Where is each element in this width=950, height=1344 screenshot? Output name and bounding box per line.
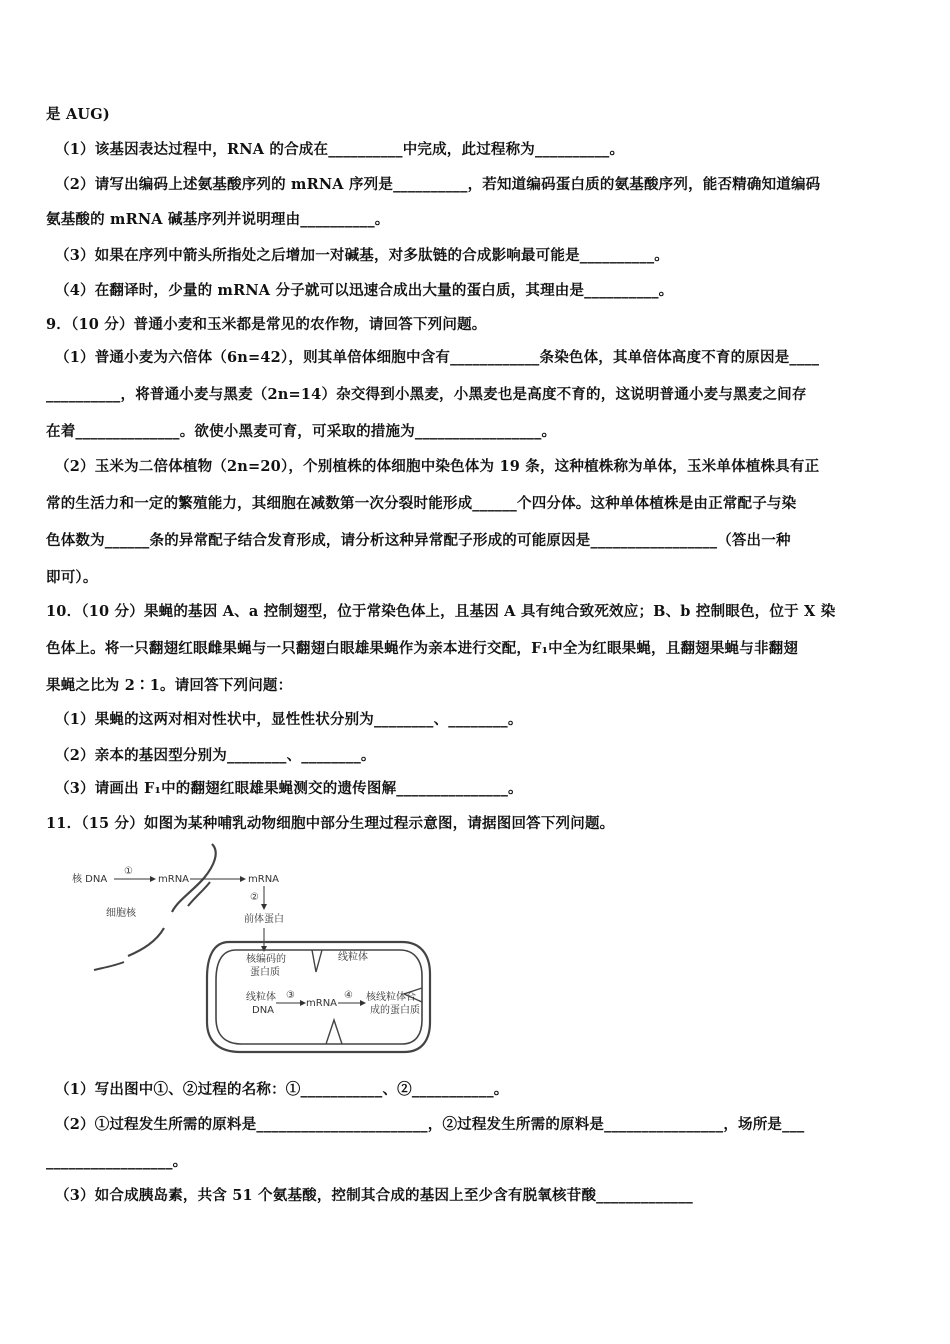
text-line: 色体上。将一只翻翅红眼雌果蝇与一只翻翅白眼雄果蝇作为亲本进行交配，F₁中全为红眼果蝇，且翻翅果蝇与非翻翅 <box>46 640 799 657</box>
mrna-label: mRNA <box>158 874 190 885</box>
text-line: 果蝇之比为 2∶1。请回答下列问题： <box>46 677 293 694</box>
nuclear-envelope <box>94 962 124 970</box>
text-line: （3）如果在序列中箭头所指处之后增加一对碱基，对多肽链的合成影响最可能是__________。 <box>55 247 669 264</box>
text-line: 在着______________。欲使小黑麦可育，可采取的措施为_________________。 <box>46 423 557 440</box>
text-line: （3）如合成胰岛素，共含 51 个氨基酸，控制其合成的基因上至少含有脱氧核苷酸_____________ <box>55 1187 694 1204</box>
question-9-heading: 9．（10 分）普通小麦和玉米都是常见的农作物，请回答下列问题。 <box>46 316 487 333</box>
question-10-heading: 10．（10 分）果蝇的基因 A、a 控制翅型，位于常染色体上，且基因 A 具有纯合致死效应；B、b 控制眼色，位于 X 染 <box>46 603 836 620</box>
mrna-label: mRNA <box>306 998 338 1009</box>
arrow-head <box>261 946 267 952</box>
mt-protein-label: 核线粒体合 <box>366 992 416 1003</box>
nuclear-envelope <box>128 928 164 956</box>
nuclear-encoded-protein-label: 蛋白质 <box>250 967 280 978</box>
text-line: （2）玉米为二倍体植物（2n=20），个别植株的体细胞中染色体为 19 条，这种植株称为单体，玉米单体植株具有正 <box>55 458 820 475</box>
text-line: 常的生活力和一定的繁殖能力，其细胞在减数第一次分裂时能形成______个四分体。这种单体植株是由正常配子与染 <box>46 495 797 512</box>
text-line: （1）普通小麦为六倍体（6n=42），则其单倍体细胞中含有____________条染色体，其单倍体高度不育的原因是____ <box>55 349 820 366</box>
nucleus-label: 细胞核 <box>106 908 136 919</box>
nuclear-encoded-protein-label: 核编码的 <box>246 954 286 965</box>
text-line: （1）果蝇的这两对相对性状中，显性性状分别为________、________。 <box>55 711 523 728</box>
step-3-label: ③ <box>286 990 295 1001</box>
text-line: （1）该基因表达过程中，RNA 的合成在__________中完成，此过程称为__________。 <box>55 141 625 158</box>
arrow-head <box>150 876 156 882</box>
arrow-head <box>240 876 246 882</box>
crista <box>312 950 322 972</box>
mrna-label: mRNA <box>248 874 280 885</box>
nuclear-dna-label: 核 DNA <box>72 874 108 885</box>
mt-dna-label: DNA <box>252 1005 275 1016</box>
text-line: 是 AUG) <box>46 106 110 123</box>
text-line: （2）请写出编码上述氨基酸序列的 mRNA 序列是__________，若知道编码蛋白质的氨基酸序列，能否精确知道编码 <box>55 176 821 193</box>
text-line: （4）在翻译时，少量的 mRNA 分子就可以迅速合成出大量的蛋白质，其理由是__________。 <box>55 282 674 299</box>
step-1-label: ① <box>124 866 133 877</box>
question-11-heading: 11．（15 分）如图为某种哺乳动物细胞中部分生理过程示意图，请据图回答下列问题。 <box>46 815 615 832</box>
text-line: __________，将普通小麦与黑麦（2n=14）杂交得到小黑麦，小黑麦也是高度不育的，这说明普通小麦与黑麦之间存 <box>46 386 807 403</box>
text-line: （1）写出图中①、②过程的名称：①___________、②___________。 <box>55 1081 509 1098</box>
crista <box>326 1020 342 1044</box>
text-line: 即可）。 <box>46 569 98 586</box>
text-line: _________________。 <box>46 1153 188 1170</box>
mitochondrion-label: 线粒体 <box>338 952 368 963</box>
text-line: 氨基酸的 mRNA 碱基序列并说明理由__________。 <box>46 211 390 228</box>
step-4-label: ④ <box>344 990 353 1001</box>
nuclear-envelope <box>188 882 210 906</box>
step-2-label: ② <box>250 892 259 903</box>
precursor-protein-label: 前体蛋白 <box>244 914 284 925</box>
mt-protein-label: 成的蛋白质 <box>370 1005 420 1016</box>
text-line: （2）①过程发生所需的原料是_______________________，②过程发生所需的原料是________________，场所是___ <box>55 1116 805 1133</box>
text-line: （2）亲本的基因型分别为________、________。 <box>55 747 376 764</box>
arrow-head <box>261 904 267 910</box>
mt-dna-label: 线粒体 <box>246 992 276 1003</box>
text-line: 色体数为______条的异常配子结合发育形成，请分析这种异常配子形成的可能原因是_________________（答出一种 <box>46 532 791 549</box>
text-line: （3）请画出 F₁中的翻翅红眼雄果蝇测交的遗传图解_______________。 <box>55 780 523 797</box>
cell-process-diagram <box>64 838 444 1068</box>
